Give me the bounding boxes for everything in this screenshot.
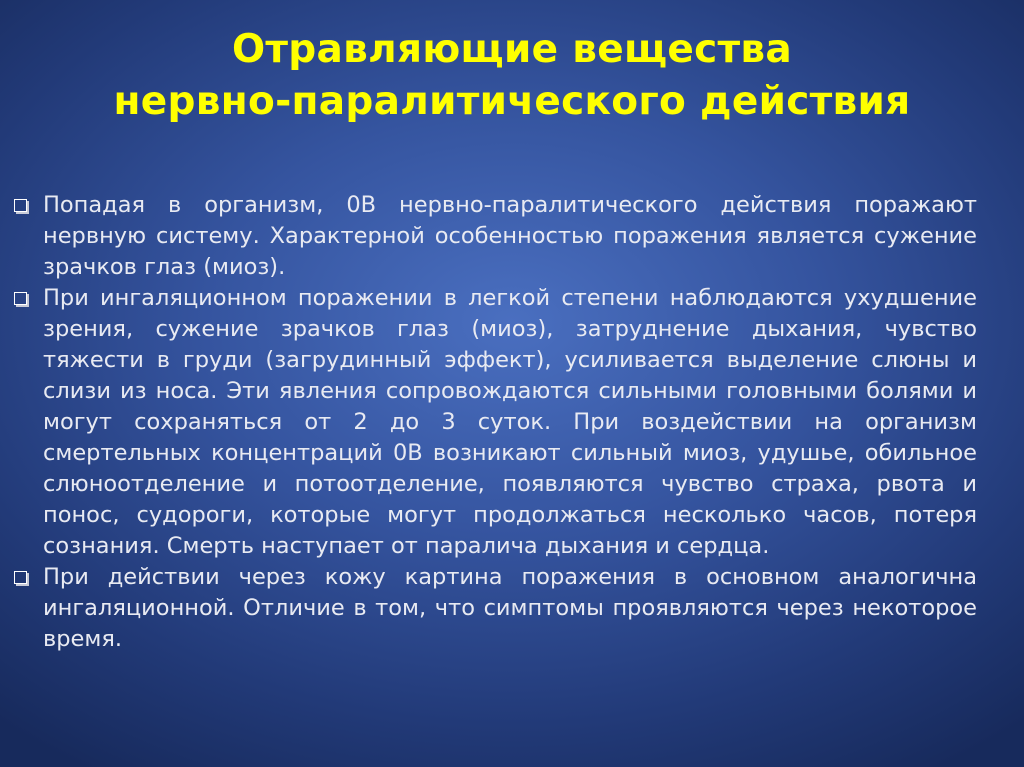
slide-title — [0, 24, 1024, 128]
bullet-item — [12, 283, 977, 562]
bullet-item — [12, 562, 977, 655]
title-line-2: нервно-паралитического действия — [113, 79, 911, 124]
checkbox-bullet-icon — [14, 292, 27, 305]
bullet-list — [12, 190, 977, 655]
checkbox-bullet-icon — [14, 199, 27, 212]
checkbox-bullet-icon — [14, 571, 27, 584]
bullet-text: При действии через кожу картина поражения в основном аналогична ингаляционной. Отличие в том, что симптомы проявляются через некоторое время. — [43, 564, 977, 652]
title-line-1: Отравляющие вещества — [231, 27, 793, 72]
bullet-item — [12, 190, 977, 283]
bullet-text: При ингаляционном поражении в легкой степени наблюдаются ухудшение зрения, сужение зрачков глаз (миоз), затруднение дыхания, чувство тяжести в груди (загрудинный эффект), усиливается выделение слюны и слизи из носа. Эти явления сопровождаются сильными головными болями и могут сохраняться от 2 до 3 суток. При воздействии на организм смертельных концентраций 0В возникают сильный миоз, удушье, обильное слюноотделение и потоотделение, появляются чувство страха, рвота и понос, судороги, которые могут продолжаться несколько часов, потеря сознания. Смерть наступает от паралича дыхания и сердца. — [43, 285, 977, 559]
bullet-text: Попадая в организм, 0В нервно-паралитического действия поражают нервную систему. Характерной особенностью поражения является сужение зрачков глаз (миоз). — [43, 192, 977, 280]
